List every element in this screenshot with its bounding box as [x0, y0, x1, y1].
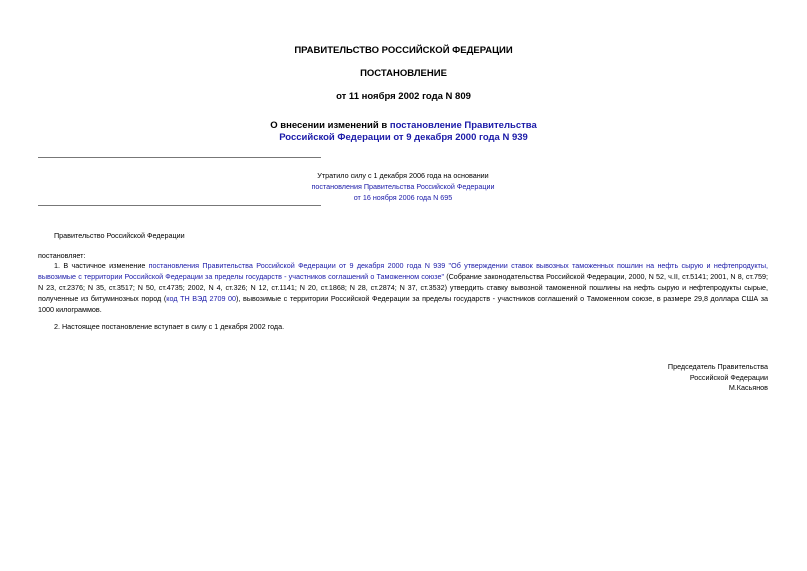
paragraph-1-link-tnved[interactable]: код ТН ВЭД 2709 00	[166, 294, 237, 303]
subject-prefix: О внесении изменений в	[270, 120, 390, 131]
document-type-heading: ПОСТАНОВЛЕНИЕ	[360, 68, 447, 79]
government-heading: ПРАВИТЕЛЬСТВО РОССИЙСКОЙ ФЕДЕРАЦИИ	[294, 45, 513, 56]
paragraph-1-start: 1. В частичное изменение	[54, 261, 149, 270]
subject-link-line2[interactable]: Российской Федерации от 9 декабря 2000 года N 939	[279, 132, 528, 143]
status-note-text: Утратило силу с 1 декабря 2006 года на основании	[317, 171, 489, 180]
subject-link-line1[interactable]: постановление Правительства	[389, 120, 537, 131]
paragraph-1-end: ), вывозимые с территории Российской Федерации за пределы государств - участников соглашений о Таможенном союзе, в размере 29,8 доллара США за 1000 килограммов.	[38, 294, 769, 314]
signature-block	[668, 362, 768, 394]
signature-name: М.Касьянов	[728, 383, 768, 392]
resolves-label: постановляет:	[38, 251, 86, 260]
document-subject	[0, 120, 807, 144]
paragraph-1-link-resolution[interactable]: постановления Правительства Российской Федерации от 9 декабря 2000 года N 939 "Об утверждении ставок вывозных таможенных пошлин на нефть сырую и нефтепродукты, вывозимые с территории Российской Федерации за пределы государств - участников соглашений о Таможенном союзе"	[38, 261, 768, 281]
government-name: Правительство Российской Федерации	[54, 231, 185, 240]
status-note-link-line2[interactable]: от 16 ноября 2006 года N 695	[353, 193, 453, 202]
paragraph-2: 2. Настоящее постановление вступает в силу с 1 декабря 2002 года.	[54, 322, 285, 331]
signature-country: Российской Федерации	[689, 372, 768, 382]
paragraph-1	[38, 260, 768, 315]
divider-top	[38, 157, 321, 158]
status-note	[270, 170, 536, 203]
status-note-link-line1[interactable]: постановления Правительства Российской Федерации	[311, 182, 495, 191]
paragraph-1-middle: (Собрание законодательства Российской Федерации, 2000, N 52, ч.II, ст.5141; 2001, N 8, ст.759; N 23, ст.2376; N 35, ст.3517; N 50, ст.4735; 2002, N 4, ст.326; N 12, ст.1141; N 20, ст.1868; N 28, ст.2874; N 37, ст.3532) утвердить ставку вывозной таможенной пошлины на нефть сырую и нефтепродукты сырые, полученные из битуминозных пород (	[38, 272, 768, 303]
signature-position: Председатель Правительства	[667, 362, 768, 371]
document-date-number: от 11 ноября 2002 года N 809	[336, 91, 471, 102]
divider-bottom	[38, 205, 321, 206]
